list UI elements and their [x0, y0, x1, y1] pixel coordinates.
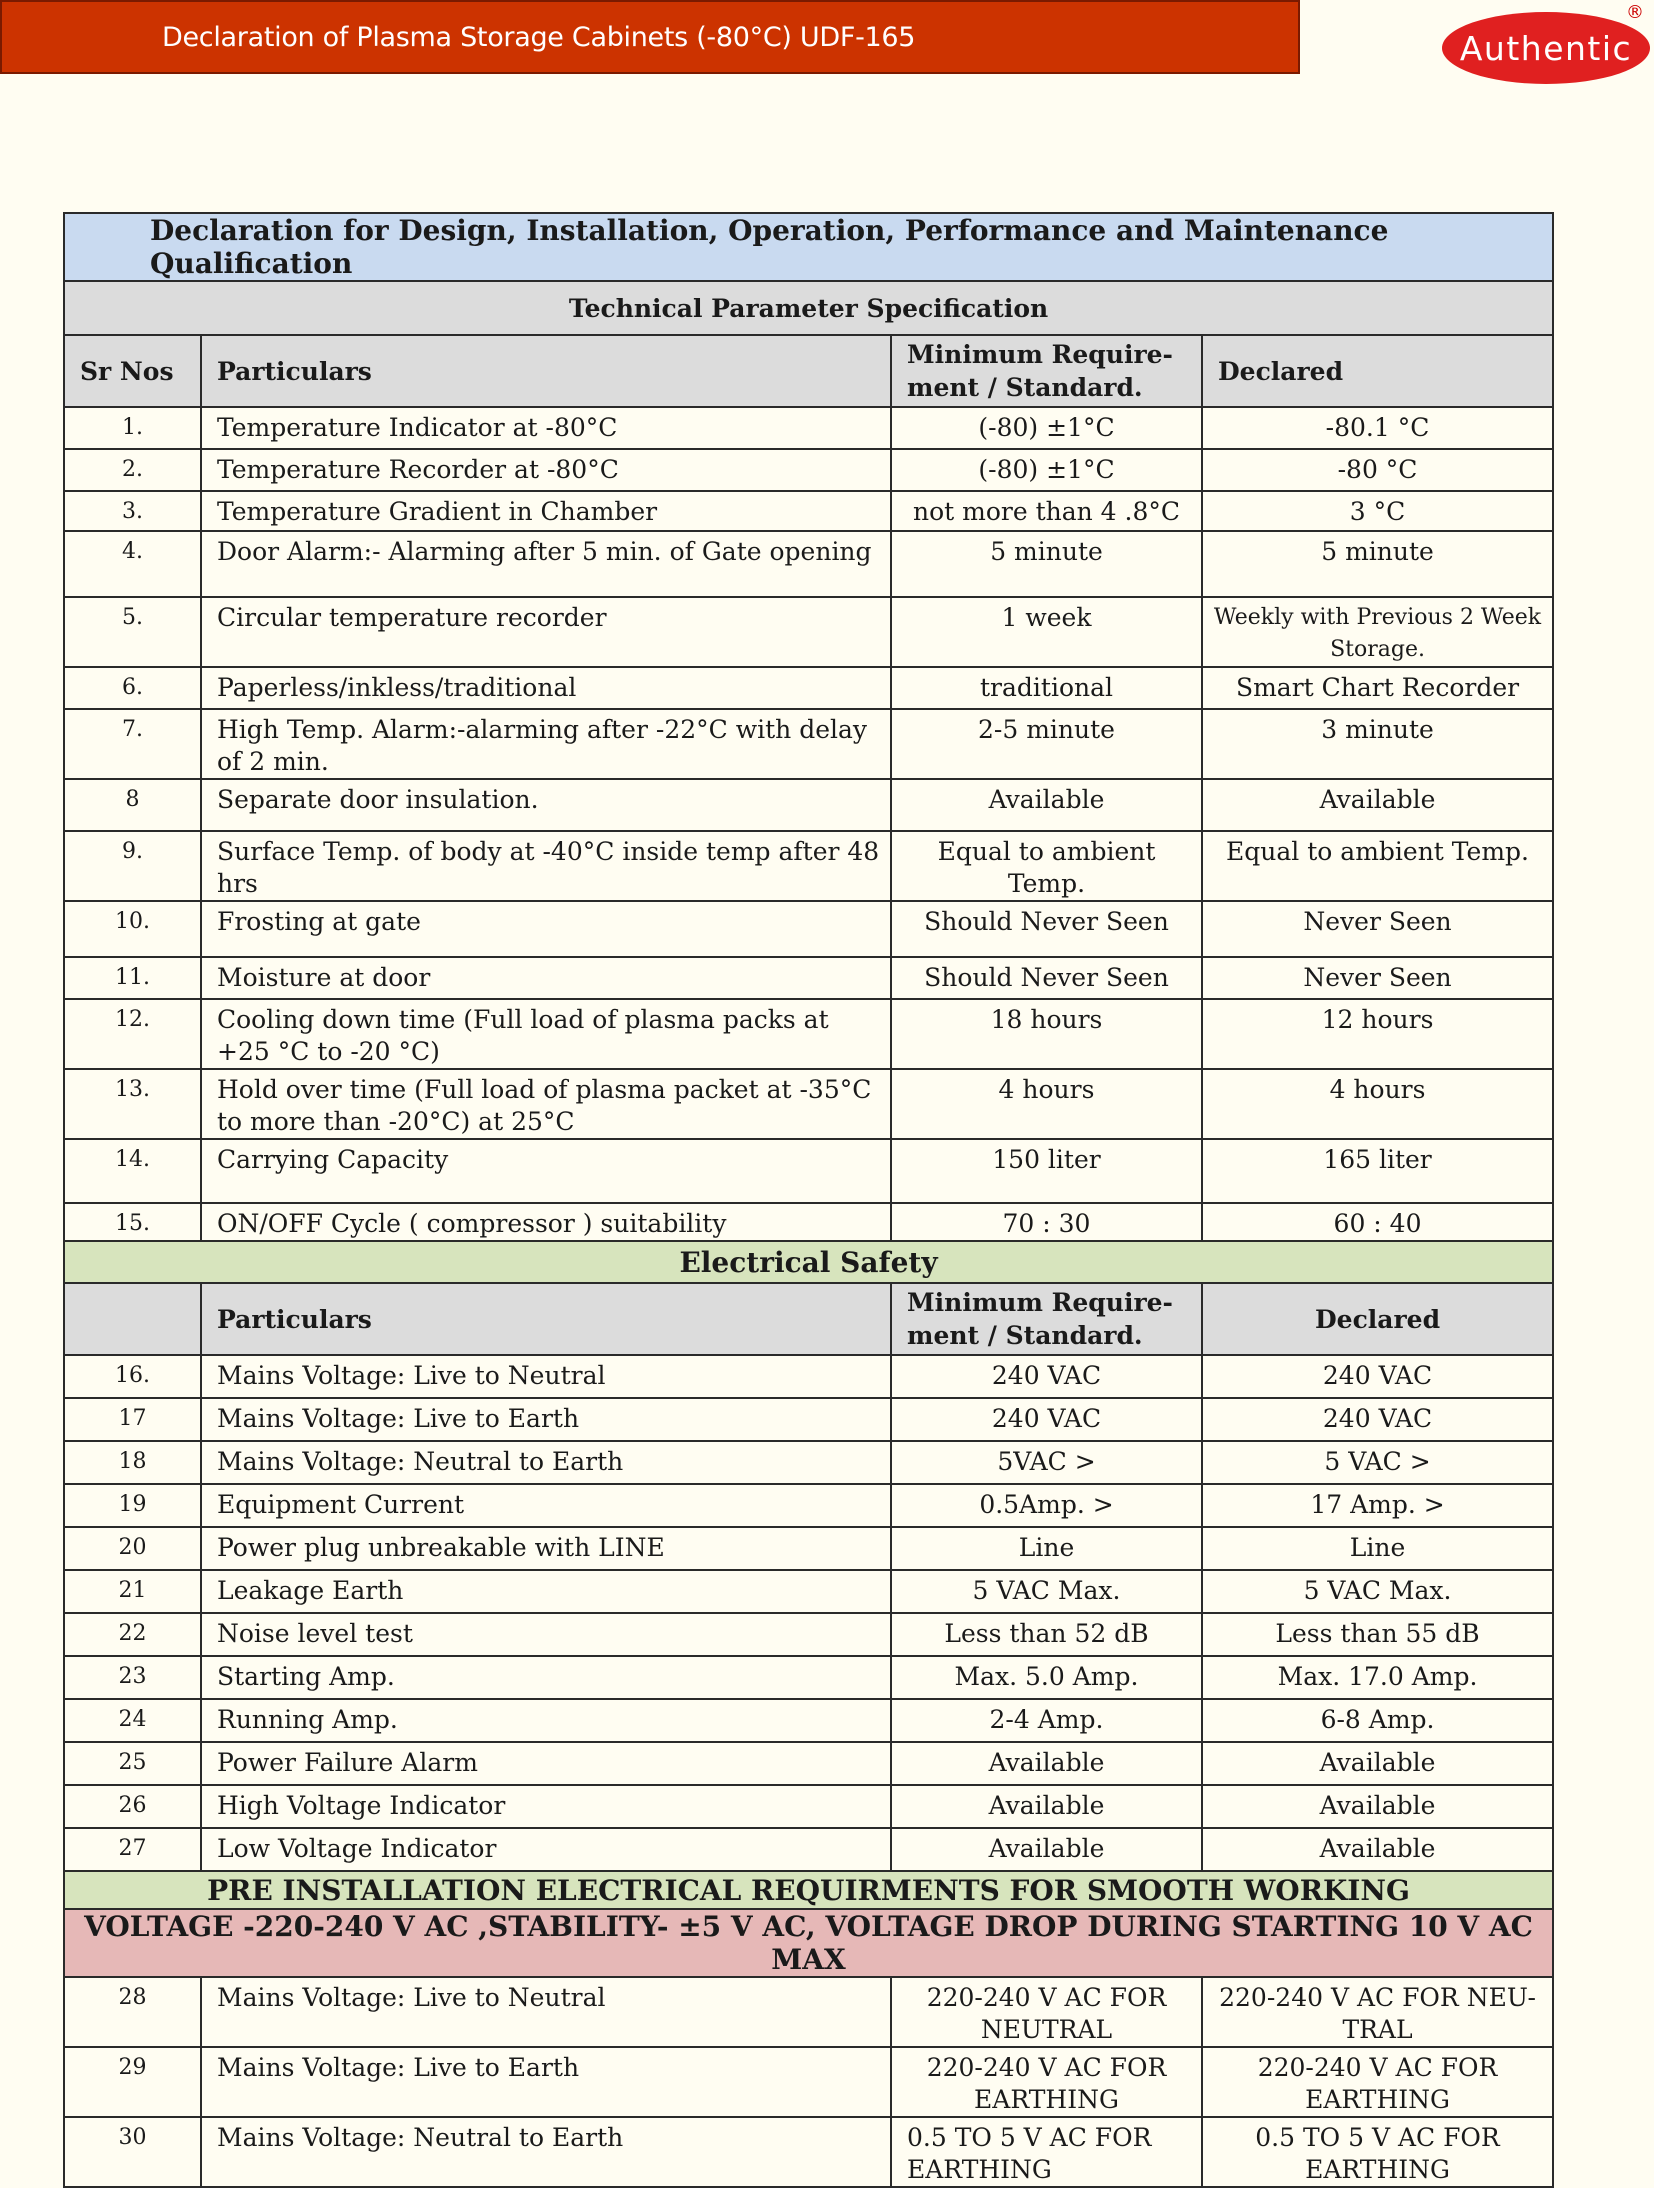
particular-cell: Mains Voltage: Live to Earth: [201, 1398, 891, 1441]
sr-cell: 12.: [64, 999, 201, 1069]
minimum-cell: (-80) ±1°C: [891, 407, 1202, 449]
column-header-row-electrical: [64, 1283, 1553, 1355]
declared-cell: 165 liter: [1202, 1139, 1553, 1203]
sr-cell: 28: [64, 1977, 201, 2047]
particular-cell: High Temp. Alarm:-alarming after -22°C with delay of 2 min.: [201, 709, 891, 779]
declared-cell: Equal to ambient Temp.: [1202, 831, 1553, 901]
minimum-cell: 70 : 30: [891, 1203, 1202, 1241]
sr-cell: 11.: [64, 957, 201, 999]
particular-cell: Leakage Earth: [201, 1570, 891, 1613]
particular-cell: Separate door insulation.: [201, 779, 891, 831]
table-row: [64, 1203, 1553, 1241]
minimum-cell: 2-5 minute: [891, 709, 1202, 779]
particular-cell: Starting Amp.: [201, 1656, 891, 1699]
declared-cell: 220-240 V AC FOR EARTHING: [1202, 2047, 1553, 2117]
declared-cell: 4 hours: [1202, 1069, 1553, 1139]
particular-cell: Running Amp.: [201, 1699, 891, 1742]
particular-cell: Carrying Capacity: [201, 1139, 891, 1203]
minimum-cell: 5 VAC Max.: [891, 1570, 1202, 1613]
table-row: [64, 407, 1553, 449]
sr-cell: 6.: [64, 667, 201, 709]
declared-cell: -80.1 °C: [1202, 407, 1553, 449]
sr-cell: 17: [64, 1398, 201, 1441]
sr-cell: 15.: [64, 1203, 201, 1241]
particular-cell: Temperature Recorder at -80°C: [201, 449, 891, 491]
table-row: [64, 1484, 1553, 1527]
particular-cell: Cooling down time (Full load of plasma packs at +25 °C to -20 °C): [201, 999, 891, 1069]
column-header-particulars: Particulars: [201, 1283, 891, 1355]
column-header-row: [64, 335, 1553, 407]
declared-cell: 220-240 V AC FOR NEU-TRAL: [1202, 1977, 1553, 2047]
particular-cell: Moisture at door: [201, 957, 891, 999]
table-row: [64, 1069, 1553, 1139]
table-row: [64, 531, 1553, 597]
declared-cell: -80 °C: [1202, 449, 1553, 491]
particular-cell: Paperless/inkless/traditional: [201, 667, 891, 709]
registered-mark: ®: [1626, 2, 1644, 23]
column-header-declared: Declared: [1202, 335, 1553, 407]
sr-cell: 5.: [64, 597, 201, 667]
particular-cell: Door Alarm:- Alarming after 5 min. of Gate opening: [201, 531, 891, 597]
column-header-sr: Sr Nos: [64, 335, 201, 407]
sr-cell: 3.: [64, 491, 201, 531]
section-title-electrical: Electrical Safety: [64, 1241, 1553, 1283]
particular-cell: High Voltage Indicator: [201, 1785, 891, 1828]
sr-cell: 18: [64, 1441, 201, 1484]
table-row: [64, 779, 1553, 831]
minimum-cell: 5VAC >: [891, 1441, 1202, 1484]
minimum-cell: not more than 4 .8°C: [891, 491, 1202, 531]
sr-cell: 21: [64, 1570, 201, 1613]
table-row: [64, 491, 1553, 531]
minimum-cell: Available: [891, 1742, 1202, 1785]
sr-cell: 22: [64, 1613, 201, 1656]
particular-cell: Temperature Indicator at -80°C: [201, 407, 891, 449]
declared-cell: Smart Chart Recorder: [1202, 667, 1553, 709]
particular-cell: Power Failure Alarm: [201, 1742, 891, 1785]
minimum-cell: 220-240 V AC FOR EARTHING: [891, 2047, 1202, 2117]
declared-cell: 12 hours: [1202, 999, 1553, 1069]
table-row: [64, 667, 1553, 709]
table-row: [64, 1441, 1553, 1484]
minimum-cell: Available: [891, 1785, 1202, 1828]
table-row: [64, 1398, 1553, 1441]
minimum-cell: Line: [891, 1527, 1202, 1570]
table-row: [64, 1699, 1553, 1742]
declared-cell: Available: [1202, 1785, 1553, 1828]
table-row: [64, 709, 1553, 779]
particular-cell: Noise level test: [201, 1613, 891, 1656]
qualification-table: [63, 212, 1554, 2188]
minimum-cell: (-80) ±1°C: [891, 449, 1202, 491]
voltage-requirement-band: VOLTAGE -220-240 V AC ,STABILITY- ±5 V AC, VOLTAGE DROP DURING STARTING 10 V AC MAX: [64, 1909, 1553, 1977]
declared-cell: 240 VAC: [1202, 1355, 1553, 1398]
sr-cell: 26: [64, 1785, 201, 1828]
minimum-cell: 240 VAC: [891, 1355, 1202, 1398]
declared-cell: 6-8 Amp.: [1202, 1699, 1553, 1742]
table-row: [64, 1527, 1553, 1570]
minimum-cell: Equal to ambient Temp.: [891, 831, 1202, 901]
minimum-cell: 4 hours: [891, 1069, 1202, 1139]
sr-cell: 8: [64, 779, 201, 831]
particular-cell: Power plug unbreakable with LINE: [201, 1527, 891, 1570]
sr-cell: 4.: [64, 531, 201, 597]
particular-cell: Frosting at gate: [201, 901, 891, 957]
minimum-cell: Available: [891, 779, 1202, 831]
section-title-preinstall: PRE INSTALLATION ELECTRICAL REQUIRMENTS FOR SMOOTH WORKING: [64, 1871, 1553, 1909]
particular-cell: Mains Voltage: Live to Neutral: [201, 1977, 891, 2047]
minimum-cell: Should Never Seen: [891, 901, 1202, 957]
minimum-cell: 150 liter: [891, 1139, 1202, 1203]
declared-cell: 0.5 TO 5 V AC FOR EARTHING: [1202, 2117, 1553, 2187]
section-row-preinstall: [64, 1871, 1553, 1909]
sr-cell: 2.: [64, 449, 201, 491]
table-row: [64, 597, 1553, 667]
minimum-cell: 18 hours: [891, 999, 1202, 1069]
table-row: [64, 1656, 1553, 1699]
section-row-electrical: [64, 1241, 1553, 1283]
declared-cell: 3 °C: [1202, 491, 1553, 531]
sr-cell: 24: [64, 1699, 201, 1742]
minimum-cell: 5 minute: [891, 531, 1202, 597]
table-row: [64, 1613, 1553, 1656]
sr-cell: 9.: [64, 831, 201, 901]
particular-cell: Surface Temp. of body at -40°C inside temp after 48 hrs: [201, 831, 891, 901]
table-row: [64, 1139, 1553, 1203]
declared-cell: Never Seen: [1202, 957, 1553, 999]
particular-cell: Mains Voltage: Live to Neutral: [201, 1355, 891, 1398]
declared-cell: Max. 17.0 Amp.: [1202, 1656, 1553, 1699]
particular-cell: Hold over time (Full load of plasma packet at -35°C to more than -20°C) at 25°C: [201, 1069, 891, 1139]
particular-cell: Circular temperature recorder: [201, 597, 891, 667]
declared-cell: 240 VAC: [1202, 1398, 1553, 1441]
document-title: Declaration of Plasma Storage Cabinets (-80°C) UDF-165: [162, 21, 916, 53]
declared-cell: 5 VAC Max.: [1202, 1570, 1553, 1613]
sr-cell: 27: [64, 1828, 201, 1871]
minimum-cell: Less than 52 dB: [891, 1613, 1202, 1656]
logo-text: Authentic: [1459, 28, 1633, 68]
particular-cell: Mains Voltage: Live to Earth: [201, 2047, 891, 2117]
minimum-cell: Should Never Seen: [891, 957, 1202, 999]
column-header-sr-blank: [64, 1283, 201, 1355]
sr-cell: 30: [64, 2117, 201, 2187]
sr-cell: 1.: [64, 407, 201, 449]
minimum-cell: 2-4 Amp.: [891, 1699, 1202, 1742]
declared-cell: Weekly with Previous 2 Week Storage.: [1202, 597, 1553, 667]
particular-cell: Equipment Current: [201, 1484, 891, 1527]
minimum-cell: 0.5Amp. >: [891, 1484, 1202, 1527]
table-row: [64, 901, 1553, 957]
sr-cell: 13.: [64, 1069, 201, 1139]
particular-cell: Temperature Gradient in Chamber: [201, 491, 891, 531]
table-row: [64, 2047, 1553, 2117]
declared-cell: 5 VAC >: [1202, 1441, 1553, 1484]
particular-cell: Mains Voltage: Neutral to Earth: [201, 1441, 891, 1484]
declared-cell: Available: [1202, 1742, 1553, 1785]
minimum-cell: traditional: [891, 667, 1202, 709]
table-row: [64, 449, 1553, 491]
minimum-cell: Max. 5.0 Amp.: [891, 1656, 1202, 1699]
minimum-cell: 1 week: [891, 597, 1202, 667]
sr-cell: 19: [64, 1484, 201, 1527]
column-header-particulars: Particulars: [201, 335, 891, 407]
table-row: [64, 1355, 1553, 1398]
sr-cell: 20: [64, 1527, 201, 1570]
declared-cell: Line: [1202, 1527, 1553, 1570]
sr-cell: 10.: [64, 901, 201, 957]
table-row: [64, 957, 1553, 999]
declared-cell: 17 Amp. >: [1202, 1484, 1553, 1527]
table-row: [64, 831, 1553, 901]
declared-cell: Less than 55 dB: [1202, 1613, 1553, 1656]
declared-cell: Never Seen: [1202, 901, 1553, 957]
document-title-bar: [0, 0, 1300, 74]
sr-cell: 14.: [64, 1139, 201, 1203]
minimum-cell: Available: [891, 1828, 1202, 1871]
table-row: [64, 999, 1553, 1069]
minimum-cell: 0.5 TO 5 V AC FOR EARTHING: [891, 2117, 1202, 2187]
section-title-technical: Technical Parameter Specification: [64, 281, 1553, 335]
minimum-cell: 220-240 V AC FOR NEUTRAL: [891, 1977, 1202, 2047]
table-row: [64, 1977, 1553, 2047]
particular-cell: ON/OFF Cycle ( compressor ) suitability: [201, 1203, 891, 1241]
table-row: [64, 2117, 1553, 2187]
declared-cell: Available: [1202, 779, 1553, 831]
table-row: [64, 1828, 1553, 1871]
table-row: [64, 1785, 1553, 1828]
sr-cell: 16.: [64, 1355, 201, 1398]
main-title: Declaration for Design, Installation, Operation, Performance and Maintenance Qualification: [64, 213, 1553, 281]
particular-cell: Low Voltage Indicator: [201, 1828, 891, 1871]
column-header-minimum: Minimum Require-ment / Standard.: [891, 335, 1202, 407]
sr-cell: 29: [64, 2047, 201, 2117]
authentic-logo: [1442, 12, 1650, 84]
sr-cell: 7.: [64, 709, 201, 779]
declared-cell: Available: [1202, 1828, 1553, 1871]
particular-cell: Mains Voltage: Neutral to Earth: [201, 2117, 891, 2187]
table-row: [64, 1742, 1553, 1785]
table-row: [64, 1570, 1553, 1613]
sr-cell: 23: [64, 1656, 201, 1699]
declared-cell: 60 : 40: [1202, 1203, 1553, 1241]
declared-cell: 3 minute: [1202, 709, 1553, 779]
sr-cell: 25: [64, 1742, 201, 1785]
section-row-voltage: [64, 1909, 1553, 1977]
column-header-minimum: Minimum Require-ment / Standard.: [891, 1283, 1202, 1355]
declared-cell: 5 minute: [1202, 531, 1553, 597]
minimum-cell: 240 VAC: [891, 1398, 1202, 1441]
column-header-declared: Declared: [1202, 1283, 1553, 1355]
